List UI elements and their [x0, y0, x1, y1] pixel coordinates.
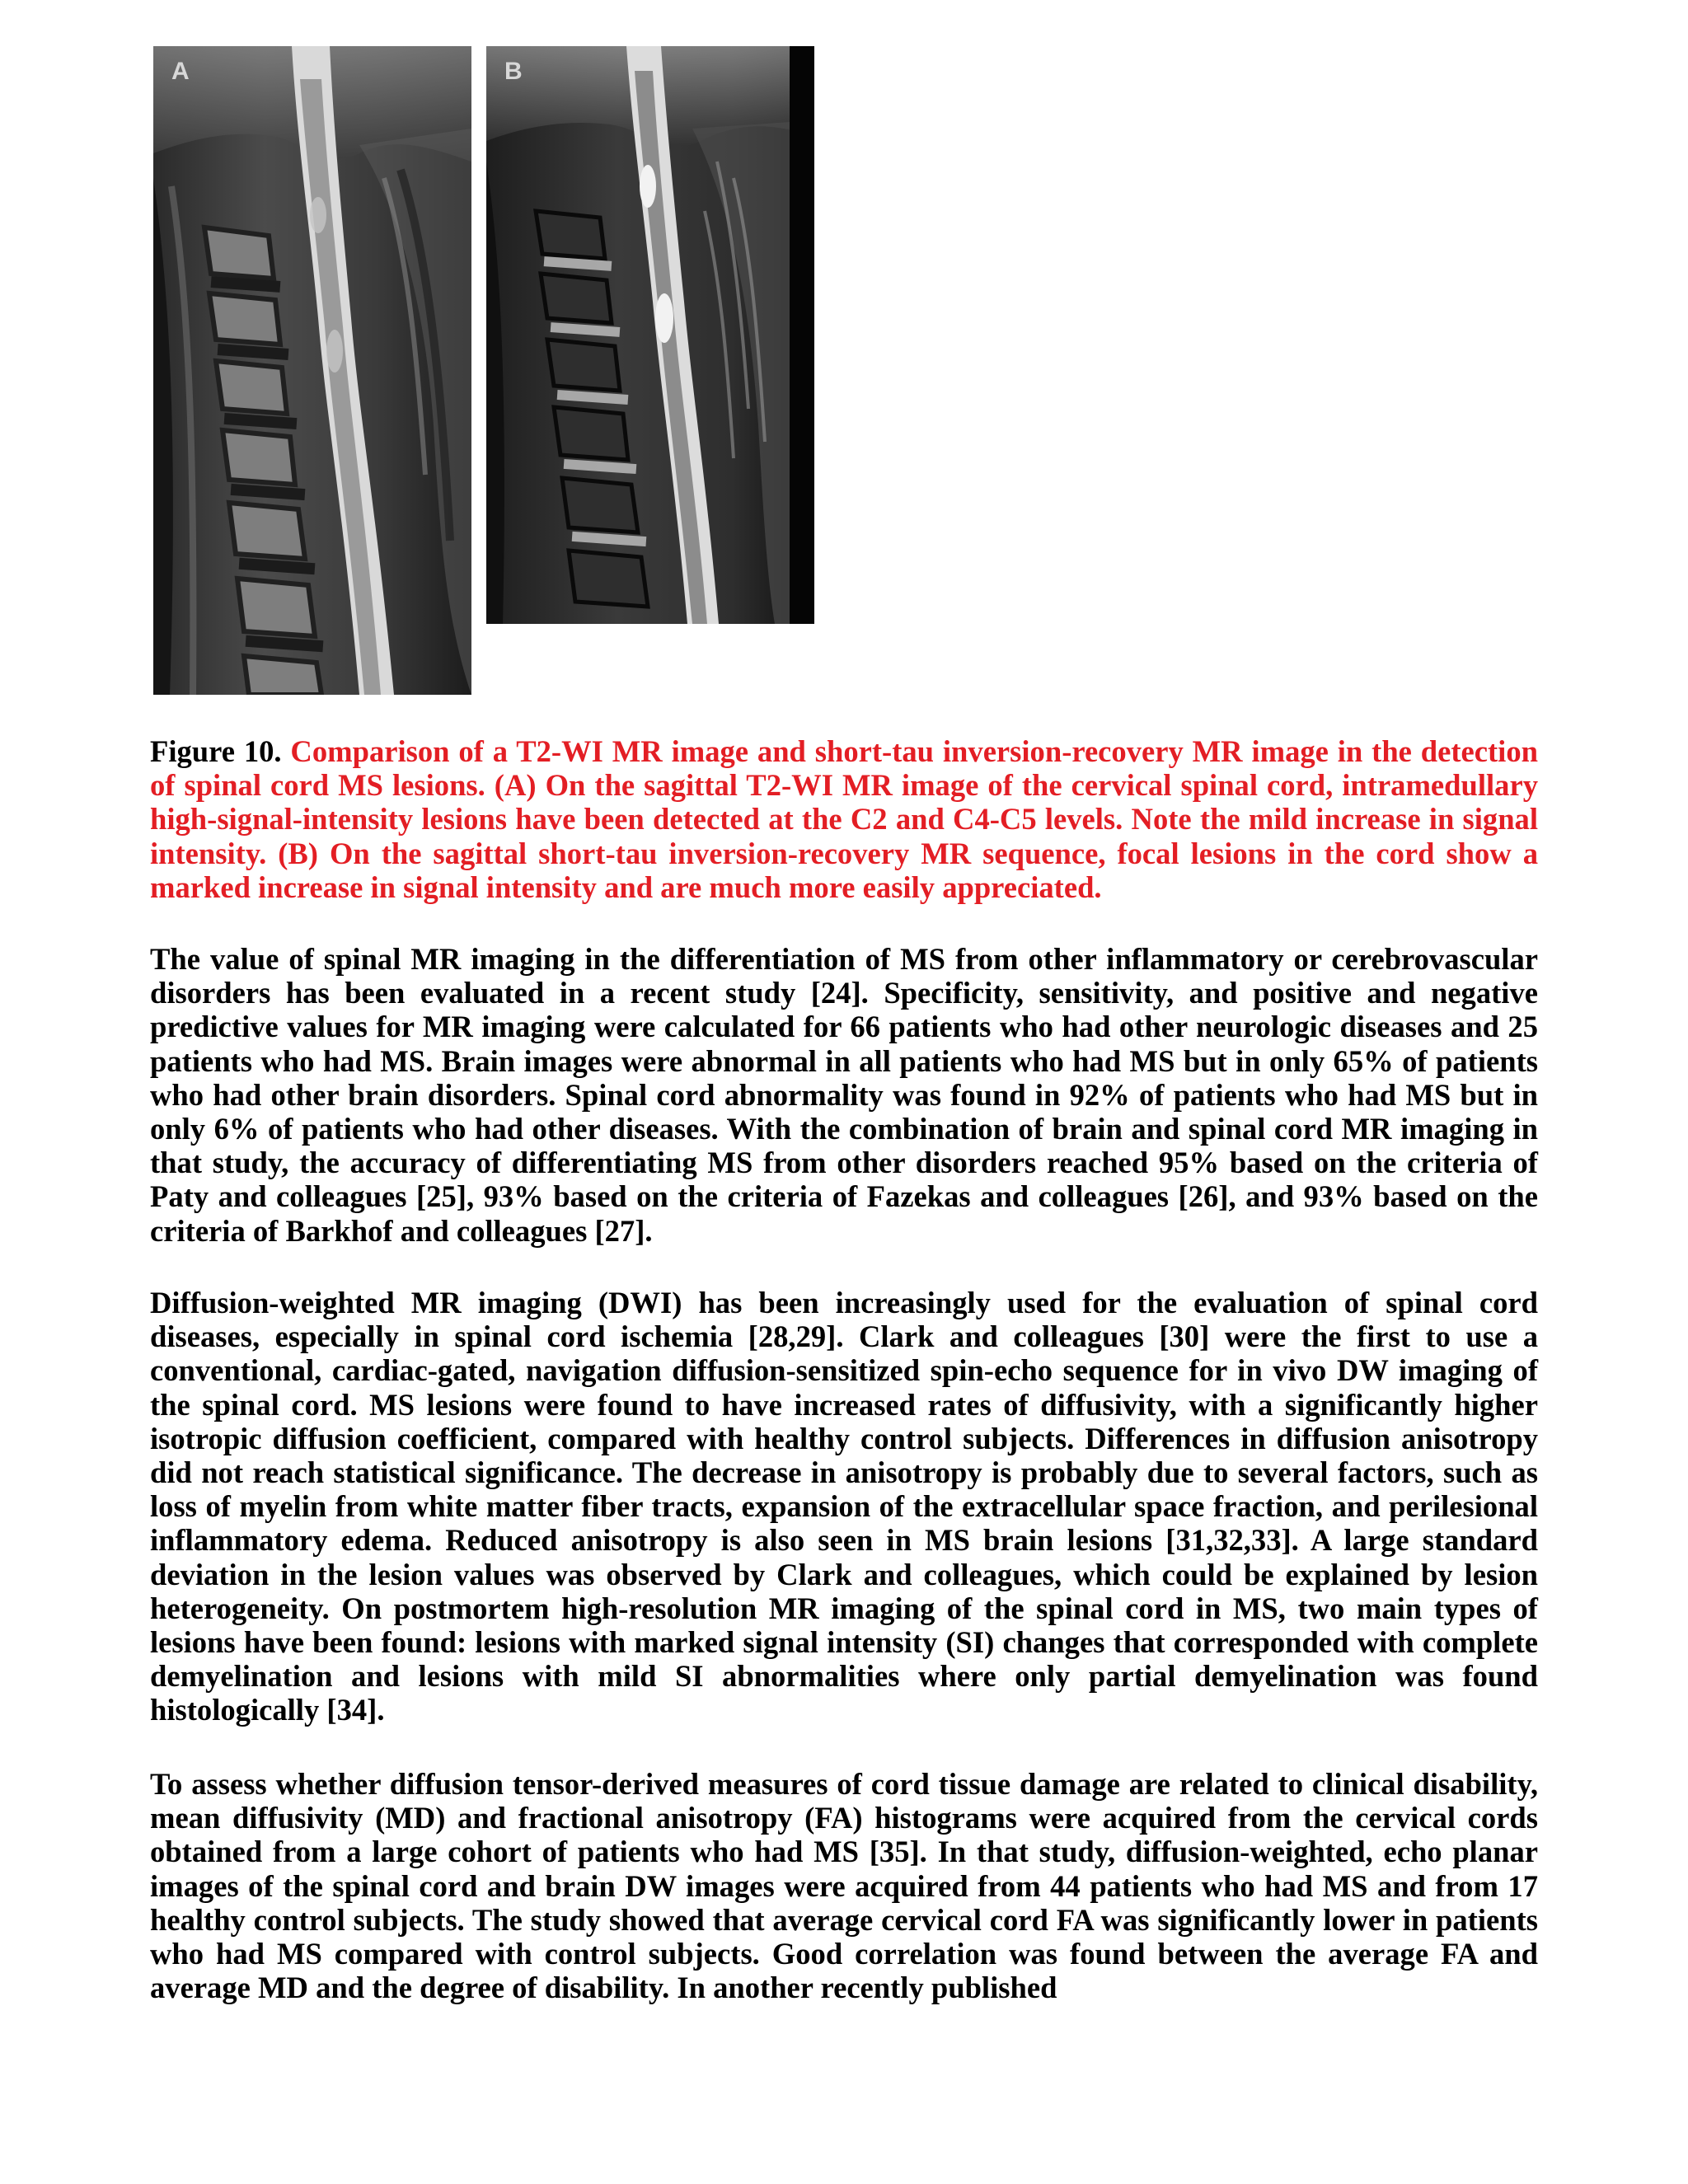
mri-panel-a [153, 46, 471, 695]
caption-text: Comparison of a T2-WI MR image and short-tau inversion-recovery MR image in the detection of spinal cord MS lesions. (A) On the sagittal T2-WI MR image of the cervical spinal cord, intramedullary high-signal-intensity lesions have been detected at the C2 and C4-C5 levels. Note the mild increase in signal intensity. (B) On the sagittal short-tau inversion-recovery MR sequence, focal lesions in the cord show a marked increase in signal intensity and are much more easily appreciated. [150, 734, 1538, 904]
figure-caption [150, 734, 1538, 904]
body-paragraph-1: The value of spinal MR imaging in the differentiation of MS from other inflammatory or cerebrovascular disorders has been evaluated in a recent study [24]. Specificity, sensitivity, and positive and negative predictive values for MR imaging were calculated for 66 patients who had other neurologic diseases and 25 patients who had MS. Brain images were abnormal in all patients who had MS but in only 65% of patients who had other brain disorders. Spinal cord abnormality was found in 92% of patients who had MS but in only 6% of patients who had other diseases. With the combination of brain and spinal cord MR imaging in that study, the accuracy of differentiating MS from other disorders reached 95% based on the criteria of Paty and colleagues [25], 93% based on the criteria of Fazekas and colleagues [26], and 93% based on the criteria of Barkhof and colleagues [27]. [150, 942, 1538, 1248]
sagittal-stir-mri-image [486, 46, 814, 624]
panel-label-b: B [504, 58, 523, 85]
sagittal-t2-mri-image [153, 46, 471, 695]
figure-label: Figure 10. [150, 734, 282, 768]
panel-label-a: A [171, 58, 190, 85]
body-paragraph-3: To assess whether diffusion tensor-derived measures of cord tissue damage are related to clinical disability, mean diffusivity (MD) and fractional anisotropy (FA) histograms were acquired from the cervical cords obtained from a large cohort of patients who had MS [35]. In that study, diffusion-weighted, echo planar images of the spinal cord and brain DW images were acquired from 44 patients who had MS and from 17 healthy control subjects. The study showed that average cervical cord FA was significantly lower in patients who had MS compared with control subjects. Good correlation was found between the average FA and average MD and the degree of disability. In another recently published [150, 1767, 1538, 2005]
figure-10 [0, 0, 1688, 709]
mri-panel-b [486, 46, 814, 624]
body-paragraph-2: Diffusion-weighted MR imaging (DWI) has been increasingly used for the evaluation of spinal cord diseases, especially in spinal cord ischemia [28,29]. Clark and colleagues [30] were the first to use a conventional, cardiac-gated, navigation diffusion-sensitized spin-echo sequence for in vivo DW imaging of the spinal cord. MS lesions were found to have increased rates of diffusivity, with a significantly higher isotropic diffusion coefficient, compared with healthy control subjects. Differences in diffusion anisotropy did not reach statistical significance. The decrease in anisotropy is probably due to several factors, such as loss of myelin from white matter fiber tracts, expansion of the extracellular space fraction, and perilesional inflammatory edema. Reduced anisotropy is also seen in MS brain lesions [31,32,33]. A large standard deviation in the lesion values was observed by Clark and colleagues, which could be explained by lesion heterogeneity. On postmortem high-resolution MR imaging of the spinal cord in MS, two main types of lesions have been found: lesions with marked signal intensity (SI) changes that corresponded with complete demyelination and lesions with mild SI abnormalities where only partial demyelination was found histologically [34]. [150, 1286, 1538, 1727]
